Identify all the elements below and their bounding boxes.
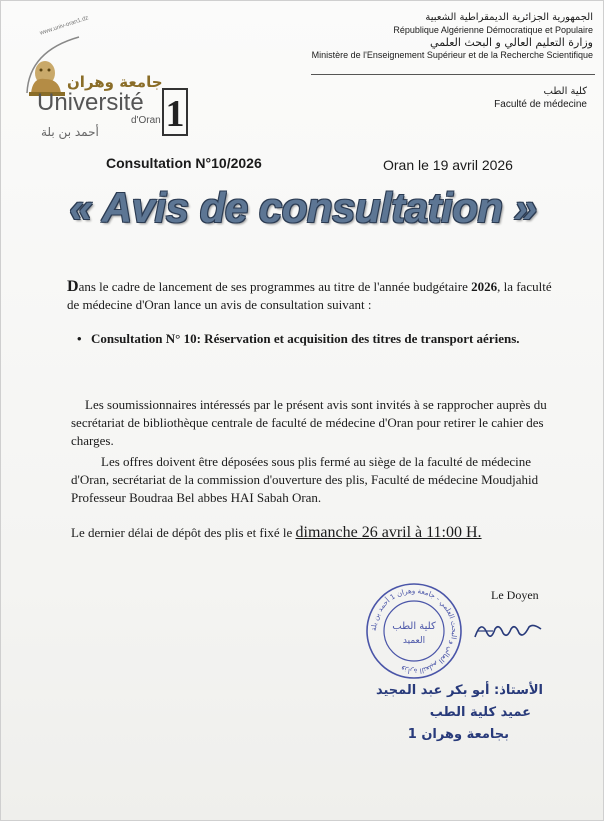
bullet-icon: • [77,331,82,346]
logo-subname-arabic: أحمد بن بلة [41,125,99,139]
consultation-number: Consultation N°10/2026 [106,155,262,171]
logo-subname: d'Oran [131,115,161,126]
ministry-french: Ministère de l'Enseignement Supérieur et de la Recherche Scientifique [311,50,593,60]
stamp-center-text: كلية الطب [392,621,436,632]
logo-number: 1 [162,88,188,136]
intro-paragraph [67,278,561,314]
ministry-arabic: وزارة التعليم العالي و البحث العلمي [430,36,593,49]
dean-title: Le Doyen [491,588,539,602]
handwritten-line-3: بجامعة وهران 1 [407,727,509,742]
handwritten-line-2: عميد كلية الطب [429,705,531,720]
logo-name-arabic: جامعة وهران [67,73,163,91]
republic-french: République Algérienne Démocratique et Populaire [393,25,593,35]
handwritten-stamp [353,683,549,753]
official-header [293,11,593,61]
intro-text-b: , la faculté de médecine d'Oran lance un avis de consultation suivant : [67,279,552,312]
bidders-text: Les soumissionnaires intéressés par le présent avis sont invités à se rapprocher auprès du secrétariat de bibliothèque centrale de faculté de médecine d'Oran pour retirer le cahier des charges. [71,397,547,448]
drop-letter: D [67,278,79,295]
deadline-paragraph [71,524,561,542]
consultation-item [77,330,551,348]
republic-arabic: الجمهورية الجزائرية الديمقراطية الشعبية [425,12,593,23]
stamp-role-text: العميد [402,636,426,646]
place-date: Oran le 19 avril 2026 [383,157,513,173]
header-divider [311,74,595,75]
budget-year: 2026 [471,279,498,294]
logo-url: www.univ-oran1.dz [39,15,90,37]
deadline-text: Le dernier délai de dépôt des plis et fixé le [71,525,296,540]
official-stamp-icon [364,581,464,681]
handwritten-line-1: الأستاذ: أبو بكر عبد المجيد [375,683,543,698]
deadline-date: dimanche 26 avril à 11:00 H. [295,524,482,541]
consultation-item-text: Consultation N° 10: Réservation et acquisition des titres de transport aériens. [91,331,520,346]
intro-text-a: ans le cadre de lancement de ses programmes au titre de l'année budgétaire [78,279,472,294]
faculty-arabic: كلية الطب [543,86,587,97]
document-title: « Avis de consultation » [69,184,537,231]
stamp-ring-text: وزارة التعليم العالي و البحث العلمي - جامعة وهران 1 أحمد بن بلة [369,586,459,676]
offers-text: Les offres doivent être déposées sous plis fermé au siège de la faculté de médecine d'Oran, secrétariat de la commission d'ouverture des plis, Faculté de médecine Moudjahid Professeur Boudraa Bel abbes HAI Sabah Oran. [71,454,539,505]
logo-name: Université [37,89,144,116]
faculty-french: Faculté de médecine [494,99,587,110]
faculty-label [494,85,587,111]
dean-signature-icon [471,615,547,645]
offers-paragraph [71,453,553,507]
bidders-paragraph [71,396,553,450]
